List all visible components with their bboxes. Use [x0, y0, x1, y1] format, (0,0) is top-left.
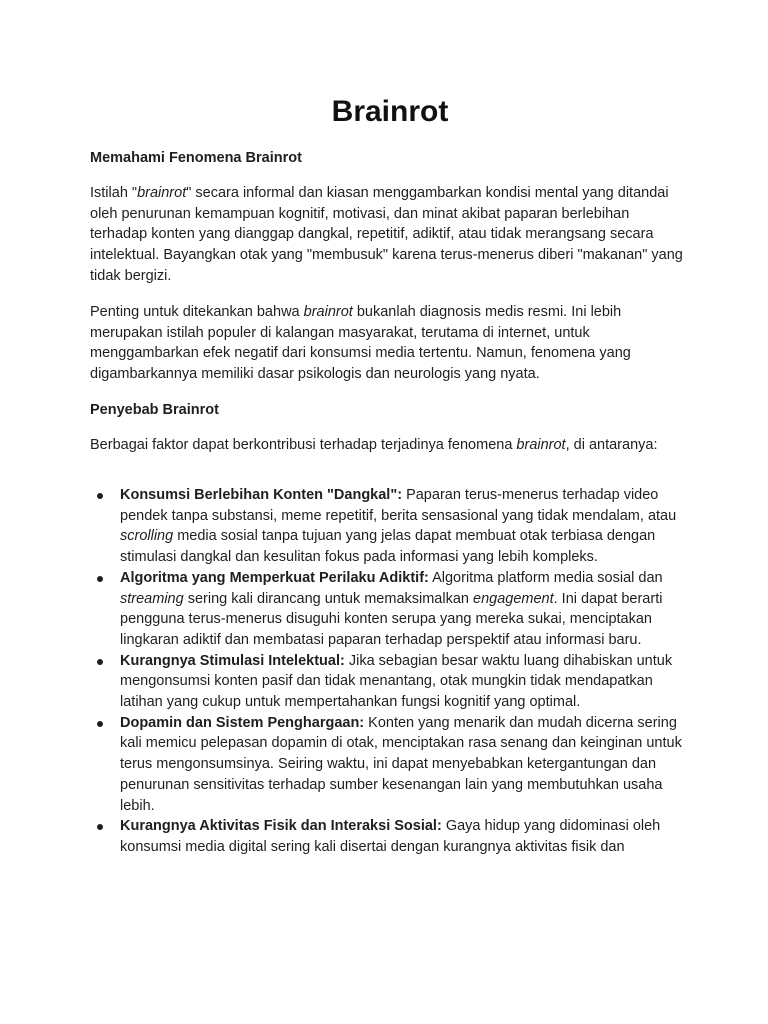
paragraph-text: Penting untuk ditekankan bahwa brainrot bukanlah diagnosis medis resmi. Ini lebih merupakan istilah populer di kalangan masyarakat, terutama di internet, untuk menggambarkan efek negatif dari konsumsi media tertentu. Namun, fenomena yang digambarkannya memiliki dasar psikologis dan neurologis yang nyata. [90, 304, 631, 383]
document-title: Brainrot [331, 95, 449, 128]
list-item: Algoritma yang Memperkuat Perilaku Adiktif: Algoritma platform media sosial dan streaming sering kali dirancang untuk memaksimalkan engagement. Ini dapat berarti pengguna terus-menerus disuguhi konten serupa yang mereka sukai, menciptakan lingkaran adiktif dan membatasi paparan terhadap perspektif atau informasi baru. [90, 568, 690, 651]
italic-term: brainrot [303, 304, 353, 320]
section-heading-causes: Penyebab Brainrot [90, 402, 219, 418]
list-item: Dopamin dan Sistem Penghargaan: Konten yang menarik dan mudah dicerna sering kali memicu pelepasan dopamin di otak, menciptakan rasa senang dan keinginan untuk terus mengonsumsinya. Seiring waktu, ini dapat menyebabkan ketergantungan dan penurunan sensitivitas terhadap sumber kesenangan lain yang membutuhkan usaha lebih. [90, 713, 690, 817]
list-item: Konsumsi Berlebihan Konten "Dangkal": Paparan terus-menerus terhadap video pendek tanpa substansi, meme repetitif, berita sensasional yang tidak mendalam, atau scrolling media sosial tanpa tujuan yang jelas dapat membuat otak terbiasa dengan stimulasi dangkal dan kesulitan fokus pada informasi yang lebih kompleks. [90, 485, 690, 568]
italic-term: brainrot [137, 185, 187, 201]
bullet-icon [97, 721, 103, 727]
section-heading-understanding: Memahami Fenomena Brainrot [90, 150, 302, 166]
italic-term: brainrot [516, 437, 566, 453]
bullet-icon [97, 493, 103, 499]
causes-list-container [90, 485, 690, 858]
list-item: Kurangnya Stimulasi Intelektual: Jika sebagian besar waktu luang dihabiskan untuk mengonsumsi konten pasif dan tidak menantang, otak mungkin tidak mendapatkan latihan yang cukup untuk mempertahankan fungsi kognitif yang optimal. [90, 651, 690, 713]
bullet-icon [97, 659, 103, 665]
paragraph-text: Berbagai faktor dapat berkontribusi terhadap terjadinya fenomena brainrot, di antaranya: [90, 437, 658, 453]
section-understanding [90, 148, 690, 168]
paragraph-text: Istilah "brainrot" secara informal dan kiasan menggambarkan kondisi mental yang ditandai oleh penurunan kemampuan kognitif, motivasi, dan minat akibat paparan berlebihan terhadap konten yang dianggap dangkal, repetitif, adiktif, atau tidak merangsang secara intelektual. Bayangkan otak yang "membusuk" karena terus-menerus diberi "makanan" yang tidak bergizi. [90, 185, 683, 284]
section-causes [90, 400, 690, 420]
list-item: Kurangnya Aktivitas Fisik dan Interaksi Sosial: Gaya hidup yang didominasi oleh konsumsi media digital sering kali disertai dengan kurangnya aktivitas fisik dan [90, 816, 690, 857]
paragraph-not-diagnosis [90, 302, 690, 385]
paragraph-causes-intro [90, 435, 690, 456]
paragraph-definition [90, 183, 690, 287]
bullet-icon [97, 576, 103, 582]
causes-list [90, 485, 690, 858]
bullet-icon [97, 824, 103, 830]
